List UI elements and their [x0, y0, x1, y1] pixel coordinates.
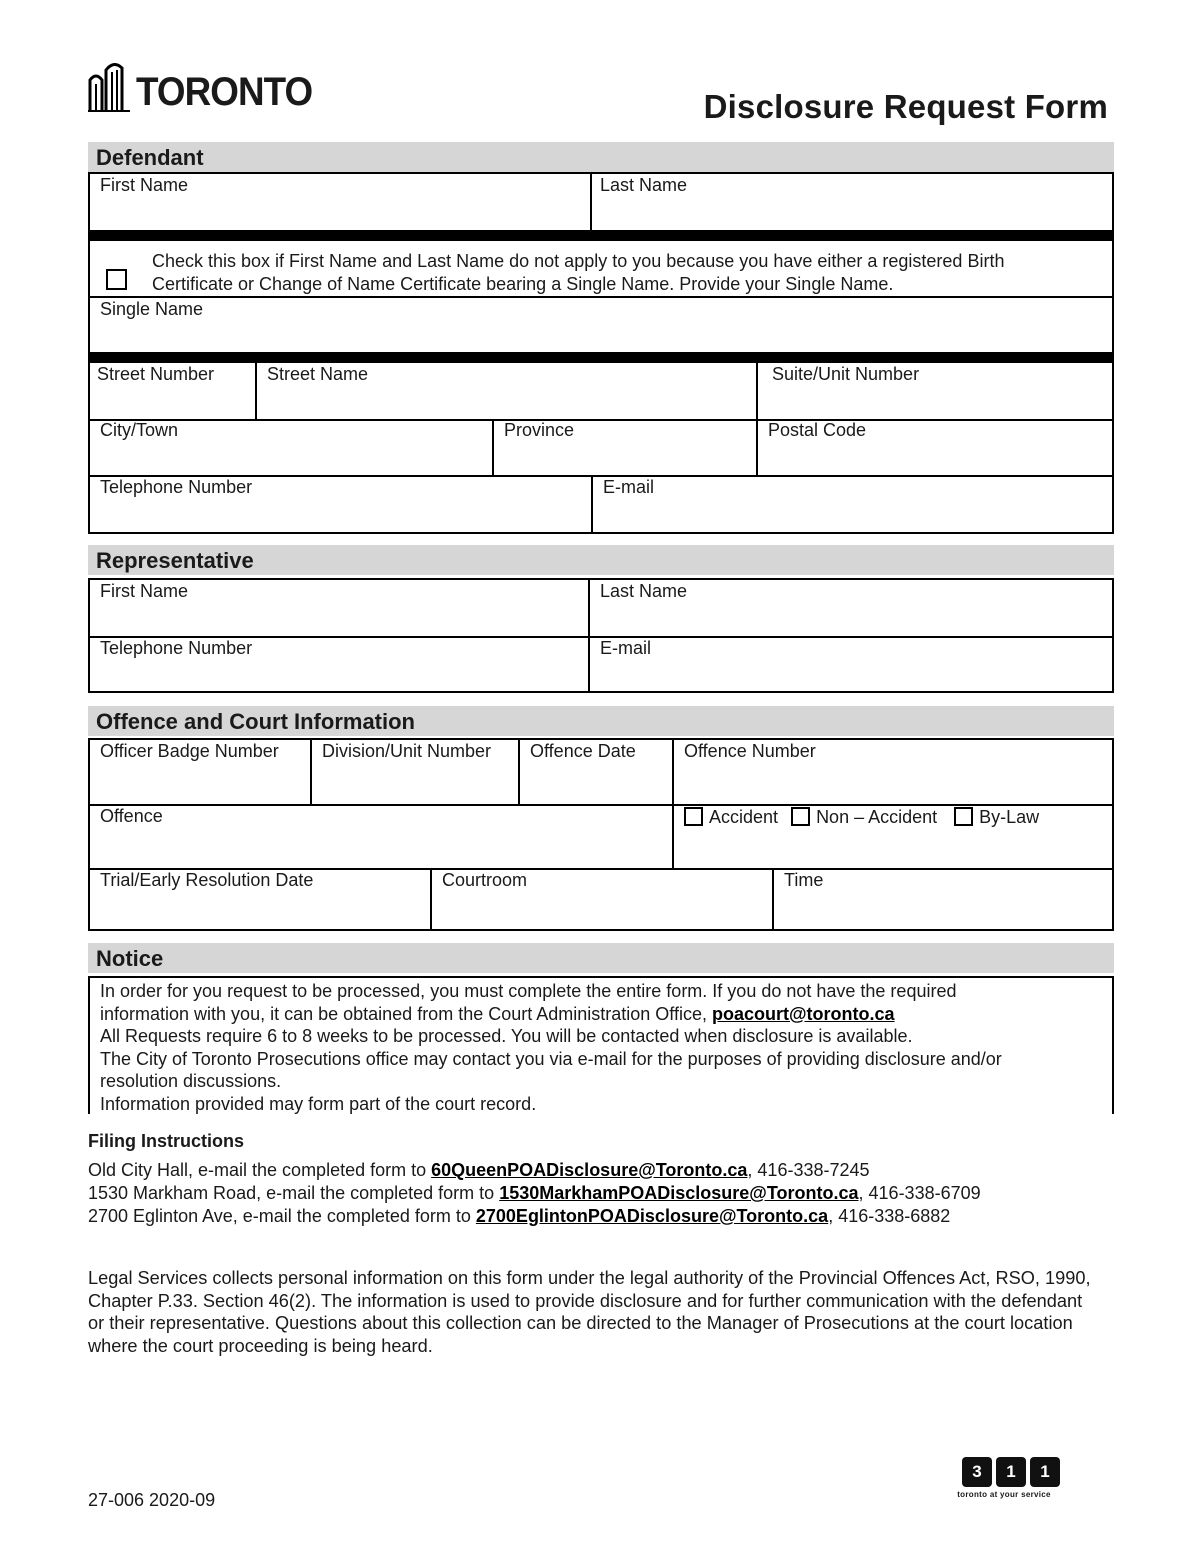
offence-box [88, 738, 1114, 931]
accident-label: Accident [709, 807, 779, 827]
logo-wordmark: TORONTO [136, 70, 313, 114]
notice-line-5: resolution discussions. [100, 1071, 282, 1091]
street-number-label: Street Number [97, 364, 215, 384]
privacy-statement: Legal Services collects personal information on this form under the legal authority of the Provincial Offences Act, RSO, 1990, Chapter P.33. Section 46(2). The information is used to provide disclosure and for further communication with the defendant or their representative. Questions about this collection can be directed to the Manager of Prosecutions at the court location where the court proceeding is being heard. [88, 1268, 1091, 1356]
courtroom-field[interactable] [432, 869, 772, 929]
offence-date-label: Offence Date [530, 741, 636, 761]
city-hall-icon [88, 58, 130, 112]
notice-line-2 [100, 1003, 1100, 1026]
street-number-field[interactable] [87, 363, 257, 419]
defendant-telephone-label: Telephone Number [100, 477, 253, 497]
rep-email-label: E-mail [600, 638, 652, 658]
filing-item-phone: , 416-338-6709 [858, 1183, 981, 1203]
rep-first-name-label: First Name [100, 581, 189, 601]
filing-item-markham [88, 1182, 981, 1205]
defendant-box [88, 172, 1114, 534]
notice-line-1: In order for you request to be processed, you must complete the entire form. If you do not have the required [100, 981, 957, 1001]
eglinton-email-link[interactable]: 2700EglintonPOADisclosure@Toronto.ca [475, 1206, 829, 1226]
non-accident-checkbox[interactable] [791, 807, 810, 826]
rep-telephone-field[interactable] [90, 637, 588, 691]
defendant-last-name-field[interactable] [590, 174, 1112, 230]
filing-title: Filing Instructions [88, 1131, 244, 1151]
notice-line-3: All Requests require 6 to 8 weeks to be processed. You will be contacted when disclosure is available. [100, 1026, 913, 1046]
defendant-email-label: E-mail [603, 477, 655, 497]
postal-code-label: Postal Code [768, 420, 867, 440]
single-name-note-line2: Certificate or Change of Name Certificate bearing a Single Name. Provide your Single Name. [152, 274, 894, 294]
form-number: 27-006 2020-09 [88, 1490, 216, 1510]
markham-email-link[interactable]: 1530MarkhamPOADisclosure@Toronto.ca [499, 1183, 859, 1203]
notice-section-header: Notice [88, 943, 1114, 973]
postal-code-field[interactable] [758, 419, 1112, 475]
filing-item-phone: , 416-338-6882 [828, 1206, 951, 1226]
filing-item-phone: , 416-338-7245 [747, 1160, 870, 1180]
filing-item-old-city-hall [88, 1159, 981, 1182]
single-name-field[interactable] [90, 298, 1112, 352]
notice-line-6: Information provided may form part of the court record. [100, 1093, 537, 1114]
311-digit: 1 [996, 1457, 1026, 1487]
rep-last-name-field[interactable] [590, 580, 1112, 636]
page-title: Disclosure Request Form [703, 88, 1108, 125]
offence-label: Offence [100, 806, 163, 826]
province-field[interactable] [494, 419, 756, 475]
single-name-note-line1: Check this box if First Name and Last Name do not apply to you because you have either a registered Birth [152, 251, 1005, 271]
suite-unit-label: Suite/Unit Number [772, 364, 920, 384]
old-city-hall-email-link[interactable]: 60QueenPOADisclosure@Toronto.ca [431, 1160, 748, 1180]
notice-box [88, 976, 1114, 1114]
city-town-field[interactable] [90, 419, 492, 475]
badge-number-label: Officer Badge Number [100, 741, 279, 761]
offence-number-label: Offence Number [684, 741, 816, 761]
311-tagline: toronto at your service [957, 1490, 1051, 1499]
badge-number-field[interactable] [90, 740, 310, 804]
trial-date-label: Trial/Early Resolution Date [100, 870, 314, 890]
bylaw-checkbox[interactable] [954, 807, 973, 826]
filing-item-text: 1530 Markham Road, e-mail the completed form to [88, 1183, 500, 1203]
notice-line-4: The City of Toronto Prosecutions office may contact you via e-mail for the purposes of providing disclosure and/or [100, 1048, 1002, 1069]
filing-item-text: 2700 Eglinton Ave, e-mail the completed form to [88, 1206, 476, 1226]
offence-section-header: Offence and Court Information [88, 706, 1114, 736]
defendant-first-name-field[interactable] [90, 174, 590, 230]
defendant-first-name-label: First Name [100, 175, 189, 195]
trial-date-field[interactable] [90, 869, 430, 929]
defendant-email-field[interactable] [593, 476, 1112, 532]
poacourt-email-link[interactable]: poacourt@toronto.ca [711, 1003, 895, 1024]
suite-unit-field[interactable] [762, 363, 1112, 419]
offence-date-field[interactable] [520, 740, 672, 804]
notice-text [100, 980, 1100, 1115]
defendant-section-header: Defendant [88, 142, 1114, 172]
rep-last-name-label: Last Name [600, 581, 688, 601]
accident-checkbox[interactable] [684, 807, 703, 826]
street-name-label: Street Name [267, 364, 369, 384]
311-digit: 3 [962, 1457, 992, 1487]
filing-instructions [88, 1130, 981, 1228]
city-logo [88, 56, 328, 112]
representative-section-header: Representative [88, 545, 1114, 575]
single-name-note [152, 250, 1004, 296]
division-unit-label: Division/Unit Number [322, 741, 492, 761]
filing-item-text: Old City Hall, e-mail the completed form to [88, 1160, 432, 1180]
defendant-telephone-field[interactable] [90, 476, 591, 532]
notice-line-2-text: information with you, it can be obtained from the Court Administration Office, [100, 1003, 712, 1024]
single-name-checkbox[interactable] [106, 269, 127, 290]
rep-email-field[interactable] [590, 637, 1112, 691]
offence-type-options [684, 805, 1039, 829]
time-field[interactable] [774, 869, 1112, 929]
street-name-field[interactable] [257, 363, 757, 419]
defendant-last-name-label: Last Name [600, 175, 688, 195]
time-label: Time [784, 870, 824, 890]
rep-first-name-field[interactable] [90, 580, 588, 636]
province-label: Province [504, 420, 575, 440]
filing-item-eglinton [88, 1205, 981, 1228]
single-name-label: Single Name [100, 299, 204, 319]
courtroom-label: Courtroom [442, 870, 528, 890]
representative-box [88, 578, 1114, 693]
rep-telephone-label: Telephone Number [100, 638, 253, 658]
division-unit-field[interactable] [312, 740, 518, 804]
311-logo [934, 1457, 1074, 1499]
311-digit: 1 [1030, 1457, 1060, 1487]
bylaw-label: By-Law [979, 807, 1040, 827]
non-accident-label: Non – Accident [816, 807, 938, 827]
offence-field[interactable] [90, 805, 672, 868]
offence-number-field[interactable] [674, 740, 1112, 804]
city-town-label: City/Town [100, 420, 179, 440]
